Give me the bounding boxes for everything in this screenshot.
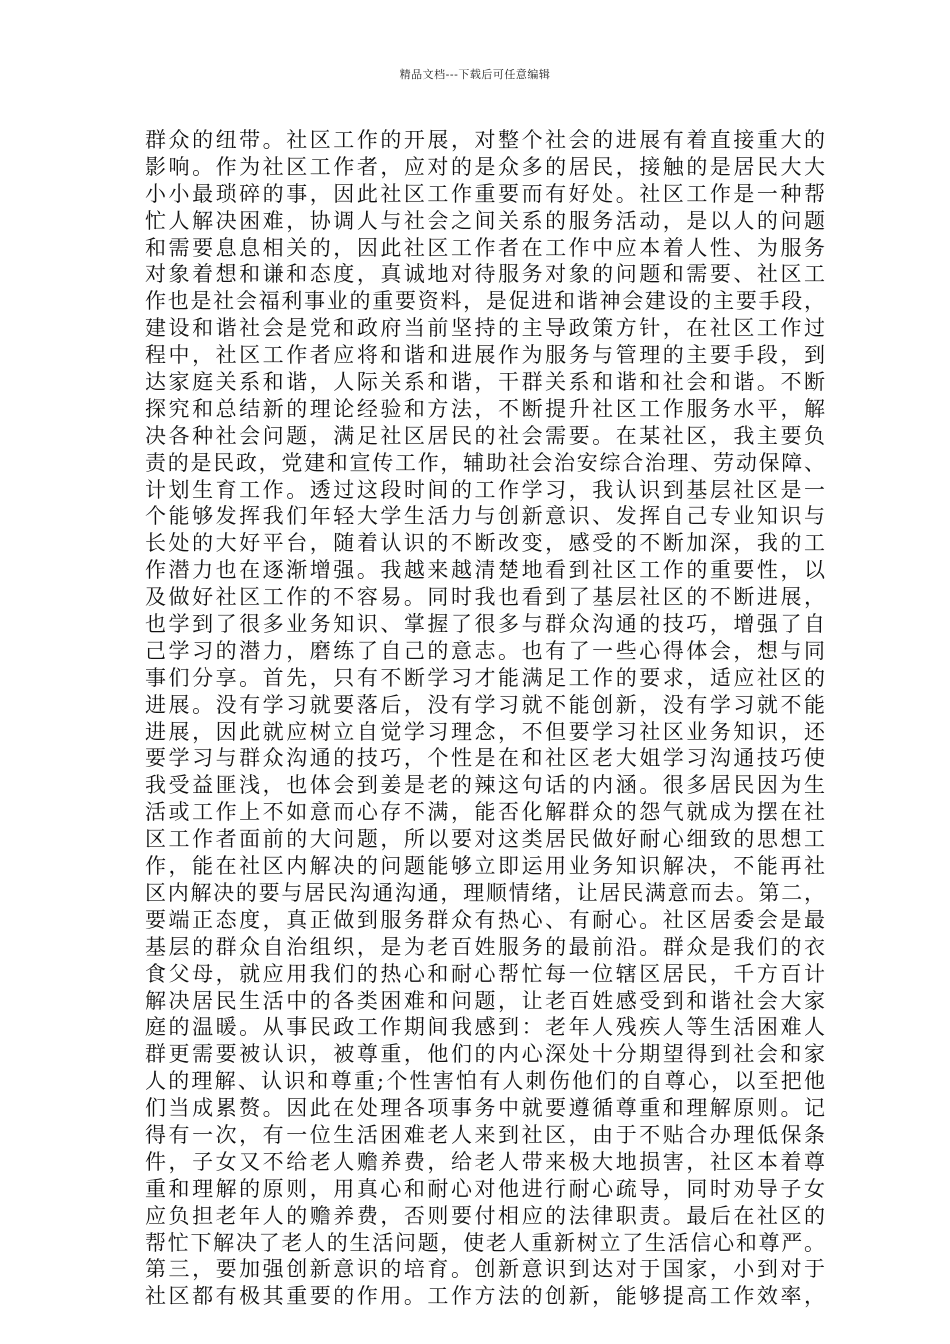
- text-line: 决各种社会问题，满足社区居民的社会需要。在某社区，我主要负: [145, 423, 825, 448]
- text-line: 长处的大好平台，随着认识的不断改变，感受的不断加深，我的工: [145, 531, 825, 556]
- text-line: 个能够发挥我们年轻大学生活力与创新意识、发挥自己专业知识与: [145, 504, 825, 529]
- text-line: 活或工作上不如意而心存不满，能否化解群众的怨气就成为摆在社: [145, 800, 825, 825]
- text-line: 应负担老年人的赡养费，否则要付相应的法律职责。最后在社区的: [145, 1203, 825, 1228]
- text-line: 责的是民政，党建和宣传工作，辅助社会治安综合治理、劳动保障、: [145, 450, 825, 475]
- text-line: 程中，社区工作者应将和谐和进展作为服务与管理的主要手段，到: [145, 343, 825, 368]
- text-line: 食父母，就应用我们的热心和耐心帮忙每一位辖区居民，千方百计: [145, 961, 825, 986]
- text-line: 要端正态度，真正做到服务群众有热心、有耐心。社区居委会是最: [145, 907, 825, 932]
- text-line: 作潜力也在逐渐增强。我越来越清楚地看到社区工作的重要性，以: [145, 558, 825, 583]
- text-line: 得有一次，有一位生活困难老人来到社区，由于不贴合办理低保条: [145, 1122, 825, 1147]
- text-line: 影响。作为社区工作者，应对的是众多的居民，接触的是居民大大: [145, 154, 825, 179]
- text-line: 建设和谐社会是党和政府当前坚持的主导政策方针，在社区工作过: [145, 316, 825, 341]
- text-line: 进展。没有学习就要落后，没有学习就不能创新，没有学习就不能: [145, 692, 825, 717]
- text-line: 对象着想和谦和态度，真诚地对待服务对象的问题和需要、社区工: [145, 262, 825, 287]
- text-line: 要学习与群众沟通的技巧，个性是在和社区老大姐学习沟通技巧使: [145, 746, 825, 771]
- text-line: 社区都有极其重要的作用。工作方法的创新，能够提高工作效率，: [145, 1284, 825, 1309]
- text-line: 解决居民生活中的各类困难和问题，让老百姓感受到和谐社会大家: [145, 988, 825, 1013]
- text-line: 我受益匪浅，也体会到姜是老的辣这句话的内涵。很多居民因为生: [145, 773, 825, 798]
- text-line: 件，子女又不给老人赡养费，给老人带来极大地损害，社区本着尊: [145, 1149, 825, 1174]
- text-line: 达家庭关系和谐，人际关系和谐，干群关系和谐和社会和谐。不断: [145, 370, 825, 395]
- text-line: 区内解决的要与居民沟通沟通，理顺情绪，让居民满意而去。第二，: [145, 880, 825, 905]
- text-line: 群更需要被认识，被尊重，他们的内心深处十分期望得到社会和家: [145, 1042, 825, 1067]
- text-line: 作也是社会福利事业的重要资料，是促进和谐神会建设的主要手段，: [145, 289, 825, 314]
- text-line: 基层的群众自治组织，是为老百姓服务的最前沿。群众是我们的衣: [145, 934, 825, 959]
- text-line: 帮忙下解决了老人的生活问题，使老人重新树立了生活信心和尊严。: [145, 1230, 825, 1255]
- text-line: 第三，要加强创新意识的培育。创新意识到达对于国家，小到对于: [145, 1257, 825, 1282]
- page-header: 精品文档---下载后可任意编辑: [399, 68, 551, 81]
- text-line: 重和理解的原则，用真心和耐心对他进行耐心疏导，同时劝导子女: [145, 1176, 825, 1201]
- text-line: 和需要息息相关的，因此社区工作者在工作中应本着人性、为服务: [145, 235, 825, 260]
- text-line: 探究和总结新的理论经验和方法，不断提升社区工作服务水平，解: [145, 396, 825, 421]
- text-line: 庭的温暖。从事民政工作期间我感到：老年人残疾人等生活困难人: [145, 1015, 825, 1040]
- text-line: 忙人解决困难，协调人与社会之间关系的服务活动，是以人的问题: [145, 208, 825, 233]
- text-line: 群众的纽带。社区工作的开展，对整个社会的进展有着直接重大的: [145, 128, 825, 152]
- text-line: 也学到了很多业务知识、掌握了很多与群众沟通的技巧，增强了自: [145, 612, 825, 637]
- text-line: 己学习的潜力，磨练了自己的意志。也有了一些心得体会，想与同: [145, 638, 825, 663]
- text-line: 小小最琐碎的事，因此社区工作重要而有好处。社区工作是一种帮: [145, 181, 825, 206]
- text-line: 进展，因此就应树立自觉学习理念，不但要学习社区业务知识，还: [145, 719, 825, 744]
- text-line: 人的理解、认识和尊重;个性害怕有人刺伤他们的自尊心，以至把他: [145, 1069, 825, 1094]
- text-line: 区工作者面前的大问题，所以要对这类居民做好耐心细致的思想工: [145, 827, 825, 852]
- text-line: 们当成累赘。因此在处理各项事务中就要遵循尊重和理解原则。记: [145, 1096, 825, 1121]
- text-line: 作，能在社区内解决的问题能够立即运用业务知识解决，不能再社: [145, 854, 825, 879]
- text-line: 计划生育工作。透过这段时间的工作学习，我认识到基层社区是一: [145, 477, 825, 502]
- body-paragraph: [145, 127, 825, 1310]
- text-line: 及做好社区工作的不容易。同时我也看到了基层社区的不断进展，: [145, 585, 825, 610]
- text-line: 事们分享。首先，只有不断学习才能满足工作的要求，适应社区的: [145, 665, 825, 690]
